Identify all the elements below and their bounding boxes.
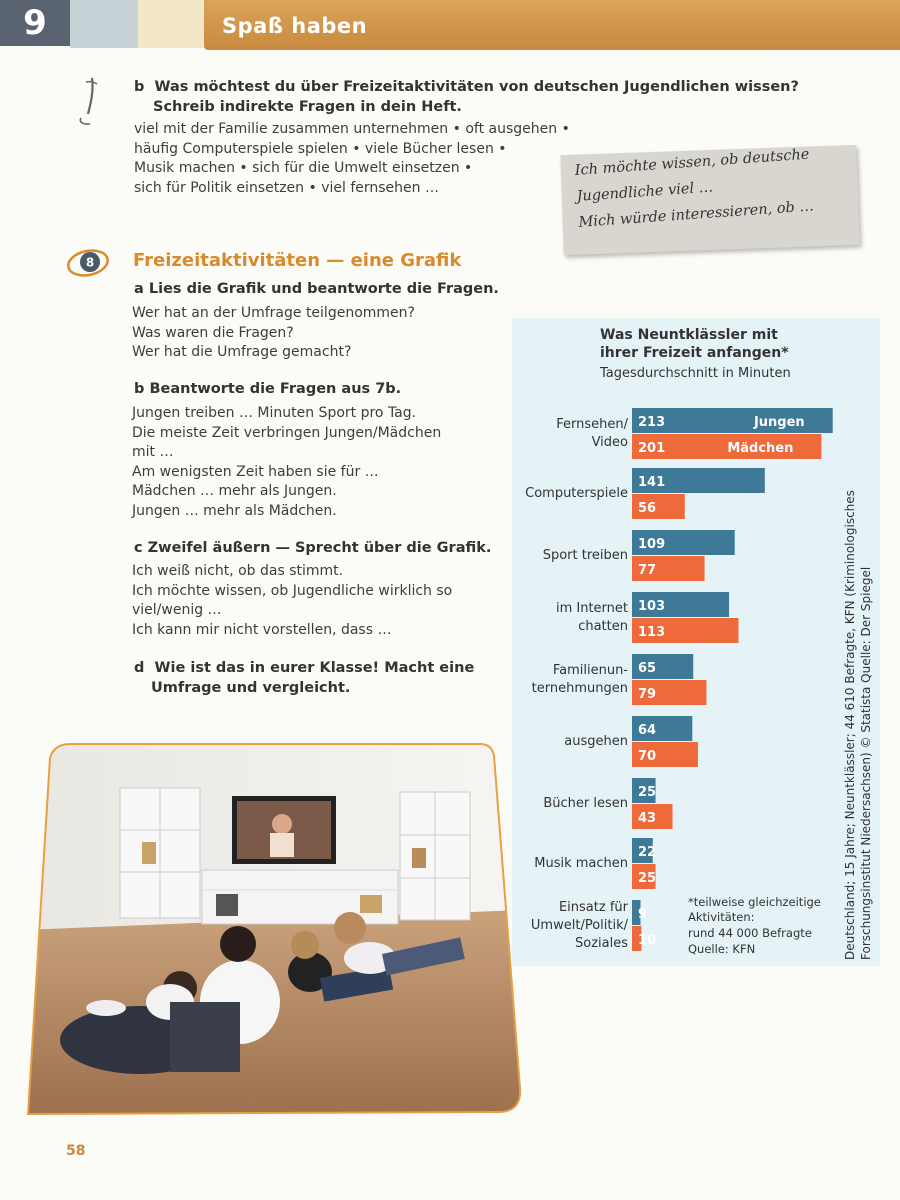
chart-footnote-line: *teilweise gleichzeitige	[688, 895, 821, 909]
bar-chart	[512, 318, 880, 966]
bar-value-label: 103	[638, 599, 666, 614]
chart-footnote-line: Quelle: KFN	[688, 942, 756, 956]
family-watching-tv-photo	[20, 740, 522, 1120]
chart-title-line: ihrer Freizeit anfangen*	[600, 345, 789, 361]
legend-label: Jungen	[753, 415, 805, 430]
exercise-8b-heading: b Beantworte die Fragen aus 7b.	[134, 381, 402, 397]
bar-value-label: 25	[638, 871, 657, 886]
bar-value-label: 56	[638, 501, 657, 516]
bar-value-label: 10	[638, 933, 657, 948]
category-label: ternehmungen	[531, 681, 628, 696]
exercise-8a-heading: a Lies die Grafik und beantworte die Fragen.	[134, 281, 499, 297]
exercise-8c-phrases: Ich weiß nicht, ob das stimmt. Ich möchte wissen, ob Jugendliche wirklich so viel/wenig … Ich kann mir nicht vorstellen, dass …	[132, 563, 453, 638]
header-stripe	[138, 0, 204, 48]
category-label: ausgehen	[564, 734, 628, 749]
exercise-7b-phrases: viel mit der Familie zusammen unternehmen • oft ausgehen • häufig Computerspiele spielen • viele Bücher lesen • Musik machen • sich für die Umwelt einsetzen • sich für Politik einsetzen • viel fernsehen …	[134, 121, 570, 196]
chart-subtitle: Tagesdurchschnitt in Minuten	[600, 366, 791, 381]
category-label: Soziales	[575, 936, 628, 951]
chart-footnote-line: Aktivitäten:	[688, 910, 755, 924]
bar-value-label: 43	[638, 811, 657, 826]
exercise-8b-sentences: Jungen treiben … Minuten Sport pro Tag. Die meiste Zeit verbringen Jungen/Mädchen mit … Am wenigsten Zeit haben sie für … Mädchen … mehr als Jungen. Jungen … mehr als Mädchen.	[132, 405, 442, 519]
exercise-8c-heading: c Zweifel äußern — Sprecht über die Grafik.	[134, 540, 492, 556]
category-label: Umwelt/Politik/	[530, 918, 628, 933]
exercise-8-title: Freizeitaktivitäten — eine Grafik	[133, 250, 462, 271]
bar-value-label: 9	[638, 907, 648, 922]
legend-label: Mädchen	[727, 441, 794, 456]
category-label: Einsatz für	[558, 900, 628, 915]
category-label: Computerspiele	[525, 486, 628, 501]
bar-value-label: 113	[638, 625, 666, 640]
category-label: Fernsehen/	[556, 417, 628, 432]
page-number: 58	[66, 1143, 86, 1159]
bar-value-label: 25	[638, 785, 657, 800]
svg-text:8: 8	[85, 255, 95, 270]
chart-footnote-line: rund 44 000 Befragte	[688, 926, 812, 940]
bar-value-label: 64	[638, 723, 657, 738]
category-label: im Internet	[555, 601, 628, 616]
bar-value-label: 70	[638, 749, 657, 764]
chapter-number: 9	[0, 0, 70, 46]
exercise-number-badge	[64, 248, 110, 278]
exercise-8a-questions: Wer hat an der Umfrage teilgenommen? Was waren die Fragen? Wer hat die Umfrage gemacht?	[132, 305, 415, 360]
category-label: chatten	[578, 619, 628, 634]
chart-title-line: Was Neuntklässler mit	[600, 327, 778, 343]
example-note-text: Ich möchte wissen, ob deutsche Jugendliche viel … Mich würde interessieren, ob …	[574, 146, 815, 231]
category-label: Video	[591, 435, 628, 450]
bar-value-label: 109	[638, 537, 666, 552]
exercise-8d-heading: d Wie ist das in eurer Klasse! Macht eine Umfrage und vergleicht.	[134, 660, 475, 696]
category-label: Bücher lesen	[543, 796, 628, 811]
chart-source-note: Deutschland; 15 Jahre; Neuntklässler; 44 610 Befragte, KFN (Kriminologisches Forschungsinstitut Niedersachsen) © Statista Quelle: Der Spiegel	[843, 490, 873, 960]
category-label: Sport treiben	[542, 548, 628, 563]
bar-value-label: 77	[638, 563, 657, 578]
exercise-7b-heading: b Was möchtest du über Freizeitaktivitäten von deutschen Jugendlichen wissen? Schreib indirekte Fragen in dein Heft.	[134, 79, 799, 115]
bar-value-label: 201	[638, 441, 666, 456]
bar-value-label: 141	[638, 475, 666, 490]
chapter-title: Spaß haben	[222, 14, 368, 38]
bar-value-label: 79	[638, 687, 657, 702]
bar-value-label: 22	[638, 845, 657, 860]
bar-value-label: 213	[638, 415, 666, 430]
bar-value-label: 65	[638, 661, 657, 676]
category-label: Musik machen	[534, 856, 628, 871]
category-label: Familienun-	[552, 663, 628, 678]
exclamation-icon	[72, 72, 106, 130]
header-stripe	[70, 0, 138, 48]
